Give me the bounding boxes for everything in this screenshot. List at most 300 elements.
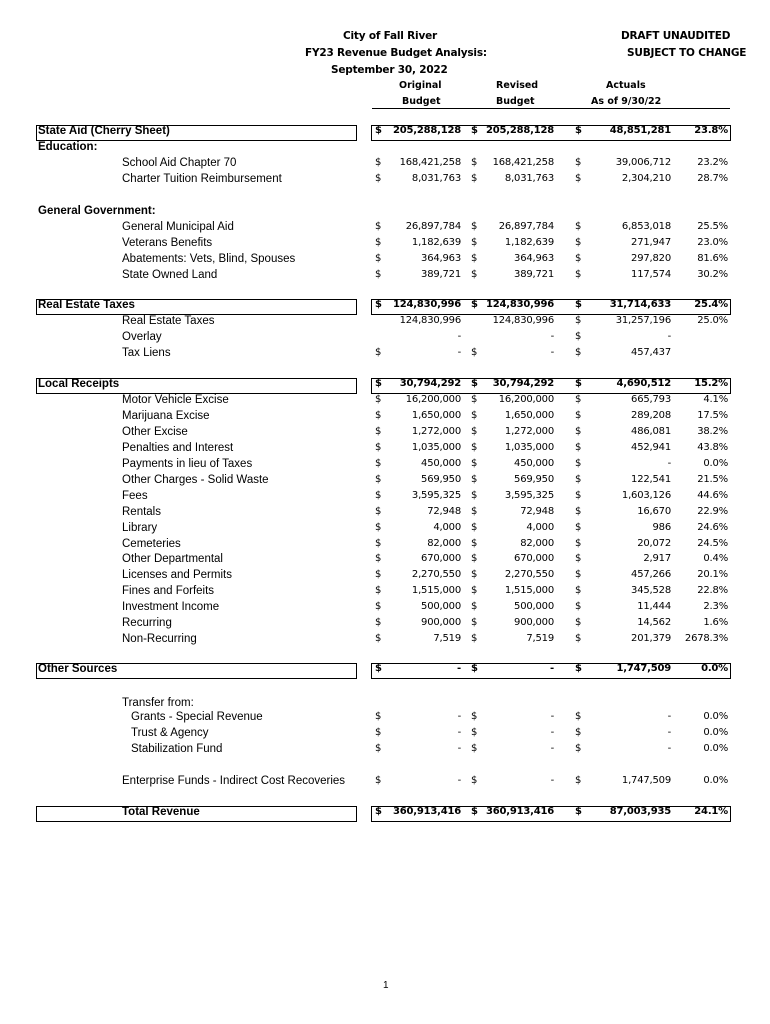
dollar-sign: $ [471,553,478,564]
actuals-cell: 4,690,512 [616,378,671,389]
percent-cell: 0.0% [701,663,728,674]
row-label: Motor Vehicle Excise [122,394,229,406]
section-total-row [0,378,770,394]
percent-cell: 23.2% [697,157,728,168]
row-label: Overlay [122,331,162,343]
actuals-cell: 486,081 [631,426,671,437]
revised-budget-cell: 3,595,325 [504,490,554,501]
dollar-sign: $ [575,426,582,437]
percent-cell: 0.4% [703,553,728,564]
revised-budget-cell: 1,272,000 [504,426,554,437]
dollar-sign: $ [375,253,382,264]
percent-cell: 28.7% [697,173,728,184]
table-row [0,315,770,331]
actuals-cell: 122,541 [631,474,671,485]
actuals-cell: 271,947 [631,237,671,248]
original-budget-cell: - [457,331,461,342]
revised-budget-cell: 389,721 [514,269,554,280]
dollar-sign: $ [471,727,478,738]
row-label: Other Sources [38,663,118,675]
row-label: Recurring [122,617,172,629]
revised-budget-cell: 8,031,763 [504,173,554,184]
dollar-sign: $ [575,711,582,722]
dollar-sign: $ [375,633,382,644]
dollar-sign: $ [375,490,382,501]
row-label: Real Estate Taxes [38,299,135,311]
original-budget-cell: 1,515,000 [411,585,461,596]
percent-cell: 25.0% [697,315,728,326]
table-row [0,442,770,458]
col-actuals-line2: As of 9/30/22 [591,96,662,107]
report-title: FY23 Revenue Budget Analysis: [305,47,487,59]
section-total-row [0,299,770,315]
actuals-cell: 31,257,196 [615,315,671,326]
original-budget-cell: 26,897,784 [405,221,461,232]
revised-budget-cell: 124,830,996 [485,299,554,310]
row-label: Non-Recurring [122,633,197,645]
row-label: Fees [122,490,148,502]
revised-budget-cell: 450,000 [514,458,554,469]
table-row [0,394,770,410]
table-row [0,743,770,759]
dollar-sign: $ [471,125,478,136]
row-label: Rentals [122,506,161,518]
row-label: State Aid (Cherry Sheet) [38,125,170,137]
revised-budget-cell: 1,515,000 [504,585,554,596]
dollar-sign: $ [375,426,382,437]
table-row [0,601,770,617]
dollar-sign: $ [471,569,478,580]
dollar-sign: $ [471,442,478,453]
dollar-sign: $ [575,743,582,754]
dollar-sign: $ [575,506,582,517]
dollar-sign: $ [375,347,382,358]
percent-cell: 0.0% [703,727,728,738]
dollar-sign: $ [575,806,582,817]
percent-cell: 38.2% [697,426,728,437]
section-total-row [0,125,770,141]
actuals-cell: 39,006,712 [615,157,671,168]
revised-budget-cell: - [550,711,554,722]
revised-budget-cell: 569,950 [514,474,554,485]
table-row [0,775,770,791]
dollar-sign: $ [375,125,382,136]
percent-cell: 23.0% [697,237,728,248]
original-budget-cell: 1,182,639 [411,237,461,248]
dollar-sign: $ [575,585,582,596]
page-number: 1 [383,980,389,991]
dollar-sign: $ [575,269,582,280]
revised-budget-cell: - [550,331,554,342]
original-budget-cell: 364,963 [421,253,461,264]
revised-budget-cell: 1,650,000 [504,410,554,421]
dollar-sign: $ [575,663,582,674]
original-budget-cell: 1,035,000 [411,442,461,453]
original-budget-cell: - [457,727,461,738]
dollar-sign: $ [471,806,478,817]
dollar-sign: $ [471,173,478,184]
actuals-cell: 2,917 [643,553,671,564]
original-budget-cell: 500,000 [421,601,461,612]
dollar-sign: $ [471,394,478,405]
col-original-line1: Original [399,80,442,91]
row-label: Payments in lieu of Taxes [122,458,253,470]
dollar-sign: $ [471,269,478,280]
table-row [0,490,770,506]
row-label: General Municipal Aid [122,221,234,233]
actuals-cell: 297,820 [631,253,671,264]
dollar-sign: $ [471,237,478,248]
dollar-sign: $ [375,237,382,248]
dollar-sign: $ [471,601,478,612]
actuals-cell: 665,793 [631,394,671,405]
original-budget-cell: 360,913,416 [392,806,461,817]
actuals-cell: - [667,711,671,722]
status-subject: SUBJECT TO CHANGE [627,47,747,59]
original-budget-cell: 16,200,000 [405,394,461,405]
revised-budget-cell: 364,963 [514,253,554,264]
table-row [0,205,770,221]
dollar-sign: $ [575,617,582,628]
row-label: Cemeteries [122,538,181,550]
dollar-sign: $ [375,711,382,722]
table-row [0,633,770,649]
actuals-cell: 6,853,018 [621,221,671,232]
row-label: Library [122,522,158,534]
original-budget-cell: 8,031,763 [411,173,461,184]
row-label: Investment Income [122,601,220,613]
percent-cell: 21.5% [697,474,728,485]
dollar-sign: $ [471,633,478,644]
actuals-cell: 2,304,210 [621,173,671,184]
dollar-sign: $ [575,727,582,738]
original-budget-cell: - [457,711,461,722]
dollar-sign: $ [471,221,478,232]
actuals-cell: 1,747,509 [616,663,671,674]
row-label: General Government: [38,205,156,217]
original-budget-cell: 82,000 [427,538,461,549]
table-row [0,474,770,490]
col-original-line2: Budget [402,96,441,107]
original-budget-cell: 389,721 [421,269,461,280]
dollar-sign: $ [375,601,382,612]
dollar-sign: $ [375,458,382,469]
percent-cell: 44.6% [697,490,728,501]
row-label: Total Revenue [122,806,200,818]
actuals-cell: 457,266 [631,569,671,580]
percent-cell: 17.5% [697,410,728,421]
dollar-sign: $ [575,253,582,264]
dollar-sign: $ [575,221,582,232]
dollar-sign: $ [471,474,478,485]
percent-cell: 20.1% [697,569,728,580]
percent-cell: 24.1% [694,806,728,817]
revised-budget-cell: 72,948 [520,506,554,517]
row-label: Penalties and Interest [122,442,234,454]
revised-budget-cell: 82,000 [520,538,554,549]
revised-budget-cell: 30,794,292 [492,378,554,389]
actuals-cell: 48,851,281 [609,125,671,136]
dollar-sign: $ [471,378,478,389]
original-budget-cell: - [457,347,461,358]
row-label: Veterans Benefits [122,237,213,249]
percent-cell: 23.8% [694,125,728,136]
row-label: Transfer from: [122,697,194,709]
dollar-sign: $ [471,775,478,786]
dollar-sign: $ [471,522,478,533]
dollar-sign: $ [575,474,582,485]
dollar-sign: $ [375,299,382,310]
table-row [0,269,770,285]
row-label: Education: [38,141,98,153]
dollar-sign: $ [471,157,478,168]
dollar-sign: $ [575,633,582,644]
report-date: September 30, 2022 [331,64,448,76]
actuals-cell: 16,670 [637,506,671,517]
row-label: Tax Liens [122,347,171,359]
dollar-sign: $ [471,347,478,358]
revised-budget-cell: - [550,743,554,754]
dollar-sign: $ [375,506,382,517]
dollar-sign: $ [375,538,382,549]
actuals-cell: 87,003,935 [609,806,671,817]
original-budget-cell: 3,595,325 [411,490,461,501]
dollar-sign: $ [575,173,582,184]
dollar-sign: $ [375,727,382,738]
table-row [0,426,770,442]
dollar-sign: $ [471,426,478,437]
actuals-cell: 986 [652,522,671,533]
table-row [0,253,770,269]
row-label: State Owned Land [122,269,218,281]
dollar-sign: $ [575,299,582,310]
row-label: Stabilization Fund [131,743,223,755]
revised-budget-cell: - [550,347,554,358]
row-label: Marijuana Excise [122,410,210,422]
dollar-sign: $ [471,253,478,264]
table-row [0,410,770,426]
actuals-cell: 31,714,633 [609,299,671,310]
revised-budget-cell: 500,000 [514,601,554,612]
original-budget-cell: 1,272,000 [411,426,461,437]
original-budget-cell: - [457,743,461,754]
original-budget-cell: 124,830,996 [399,315,461,326]
table-row [0,331,770,347]
revised-budget-cell: 360,913,416 [485,806,554,817]
original-budget-cell: 670,000 [421,553,461,564]
actuals-cell: 345,528 [631,585,671,596]
dollar-sign: $ [471,538,478,549]
row-label: Local Receipts [38,378,120,390]
percent-cell: 2678.3% [684,633,728,644]
dollar-sign: $ [375,173,382,184]
revised-budget-cell: 900,000 [514,617,554,628]
percent-cell: 0.0% [703,711,728,722]
dollar-sign: $ [575,553,582,564]
table-row [0,553,770,569]
dollar-sign: $ [575,775,582,786]
percent-cell: 4.1% [703,394,728,405]
actuals-cell: 14,562 [637,617,671,628]
percent-cell: 30.2% [697,269,728,280]
revised-budget-cell: 7,519 [526,633,554,644]
row-label: Licenses and Permits [122,569,232,581]
revised-budget-cell: 168,421,258 [492,157,554,168]
dollar-sign: $ [375,806,382,817]
percent-cell: 43.8% [697,442,728,453]
percent-cell: 0.0% [703,775,728,786]
revised-budget-cell: 26,897,784 [498,221,554,232]
dollar-sign: $ [575,490,582,501]
table-row [0,506,770,522]
percent-cell: 25.5% [697,221,728,232]
actuals-cell: - [667,458,671,469]
percent-cell: 2.3% [703,601,728,612]
table-row [0,522,770,538]
original-budget-cell: 1,650,000 [411,410,461,421]
revised-budget-cell: - [550,663,554,674]
report-city: City of Fall River [343,30,437,42]
actuals-cell: 117,574 [631,269,671,280]
dollar-sign: $ [471,410,478,421]
dollar-sign: $ [471,743,478,754]
percent-cell: 22.9% [697,506,728,517]
dollar-sign: $ [375,442,382,453]
table-row [0,617,770,633]
row-label: Trust & Agency [131,727,209,739]
actuals-cell: 452,941 [631,442,671,453]
table-row [0,585,770,601]
actuals-cell: 1,603,126 [621,490,671,501]
dollar-sign: $ [471,490,478,501]
actuals-cell: - [667,727,671,738]
original-budget-cell: 450,000 [421,458,461,469]
status-draft: DRAFT UNAUDITED [621,30,731,42]
table-row [0,221,770,237]
dollar-sign: $ [575,331,582,342]
revised-budget-cell: 124,830,996 [492,315,554,326]
row-label: Other Departmental [122,553,223,565]
dollar-sign: $ [575,347,582,358]
original-budget-cell: 900,000 [421,617,461,628]
actuals-cell: 20,072 [637,538,671,549]
dollar-sign: $ [375,378,382,389]
dollar-sign: $ [375,743,382,754]
table-row [0,711,770,727]
dollar-sign: $ [375,221,382,232]
dollar-sign: $ [471,585,478,596]
row-label: Abatements: Vets, Blind, Spouses [122,253,296,265]
dollar-sign: $ [375,775,382,786]
revised-budget-cell: 205,288,128 [485,125,554,136]
percent-cell: 24.6% [697,522,728,533]
revised-budget-cell: 16,200,000 [498,394,554,405]
dollar-sign: $ [575,442,582,453]
table-row [0,173,770,189]
dollar-sign: $ [575,538,582,549]
dollar-sign: $ [375,269,382,280]
row-label: Other Excise [122,426,188,438]
row-label: Charter Tuition Reimbursement [122,173,282,185]
table-row [0,347,770,363]
dollar-sign: $ [471,663,478,674]
col-revised-line1: Revised [496,80,539,91]
revised-budget-cell: - [550,775,554,786]
original-budget-cell: 124,830,996 [392,299,461,310]
dollar-sign: $ [375,522,382,533]
dollar-sign: $ [375,569,382,580]
original-budget-cell: 569,950 [421,474,461,485]
dollar-sign: $ [575,394,582,405]
row-label: Other Charges - Solid Waste [122,474,269,486]
header-underline [372,108,730,109]
dollar-sign: $ [375,617,382,628]
dollar-sign: $ [575,569,582,580]
percent-cell: 81.6% [697,253,728,264]
dollar-sign: $ [375,585,382,596]
original-budget-cell: - [457,775,461,786]
actuals-cell: 1,747,509 [621,775,671,786]
dollar-sign: $ [375,663,382,674]
original-budget-cell: 72,948 [427,506,461,517]
table-row [0,727,770,743]
original-budget-cell: 4,000 [433,522,461,533]
original-budget-cell: 168,421,258 [399,157,461,168]
dollar-sign: $ [375,474,382,485]
dollar-sign: $ [471,506,478,517]
dollar-sign: $ [375,410,382,421]
row-label: Fines and Forfeits [122,585,215,597]
dollar-sign: $ [575,237,582,248]
dollar-sign: $ [575,157,582,168]
original-budget-cell: - [457,663,461,674]
dollar-sign: $ [575,315,582,326]
percent-cell: 15.2% [694,378,728,389]
dollar-sign: $ [471,617,478,628]
dollar-sign: $ [471,711,478,722]
dollar-sign: $ [575,410,582,421]
original-budget-cell: 205,288,128 [392,125,461,136]
dollar-sign: $ [575,378,582,389]
table-row [0,538,770,554]
table-row [0,141,770,157]
col-revised-line2: Budget [496,96,535,107]
table-row [0,458,770,474]
section-total-row [0,806,770,822]
revised-budget-cell: 4,000 [526,522,554,533]
percent-cell: 22.8% [697,585,728,596]
dollar-sign: $ [575,458,582,469]
percent-cell: 1.6% [703,617,728,628]
original-budget-cell: 30,794,292 [399,378,461,389]
dollar-sign: $ [471,299,478,310]
actuals-cell: 457,437 [631,347,671,358]
percent-cell: 0.0% [703,458,728,469]
row-label: Enterprise Funds - Indirect Cost Recoveries [122,775,346,787]
dollar-sign: $ [375,553,382,564]
row-label: Real Estate Taxes [122,315,215,327]
revised-budget-cell: 1,182,639 [504,237,554,248]
dollar-sign: $ [375,157,382,168]
table-row [0,157,770,173]
dollar-sign: $ [375,394,382,405]
original-budget-cell: 2,270,550 [411,569,461,580]
original-budget-cell: 7,519 [433,633,461,644]
dollar-sign: $ [575,601,582,612]
actuals-cell: - [667,331,671,342]
actuals-cell: - [667,743,671,754]
revised-budget-cell: - [550,727,554,738]
